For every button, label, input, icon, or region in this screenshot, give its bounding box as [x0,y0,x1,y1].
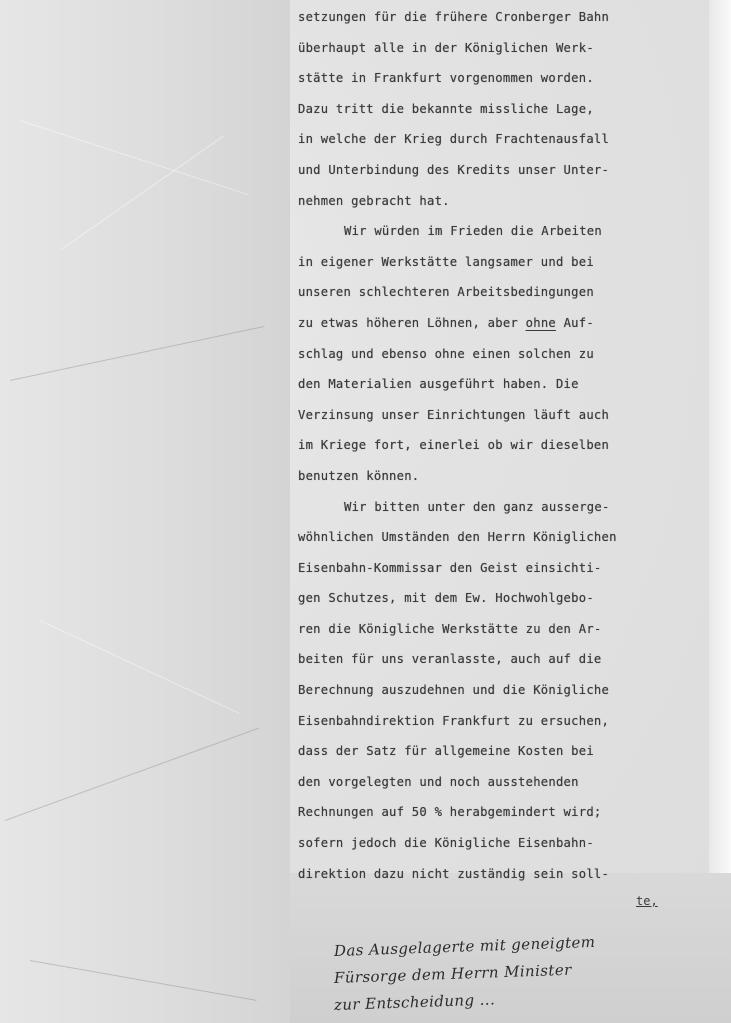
text-line: beiten für uns veranlasste, auch auf die [298,652,602,667]
text-line: setzungen für die frühere Cronberger Bahn [298,10,610,24]
right-edge [709,0,731,1023]
text-line: überhaupt alle in der Königlichen Werk- [298,40,594,55]
handwritten-line: Das Ausgelagerte mit geneigtem [333,932,596,960]
text-line-with-underline [298,308,698,339]
text-line: Dazu tritt die bekannte missliche Lage, [298,101,594,116]
text-line: Wir bitten unter den ganz ausserge- [344,499,610,514]
left-paper-fold [0,0,290,1023]
text-line: den Materialien ausgeführt haben. Die [298,377,579,392]
text-line: in eigener Werkstätte langsamer und bei [298,254,594,269]
text-line: stätte in Frankfurt vorgenommen worden. [298,71,594,86]
underlined-word: ohne [525,315,556,330]
handwritten-note [333,932,694,1019]
text-line: Wir würden im Frieden die Arbeiten [344,224,602,239]
text-line: und Unterbindung des Kredits unser Unter- [298,162,610,177]
text-line: direktion dazu nicht zuständig sein soll- [298,866,610,881]
typed-text-block [298,2,698,889]
text-line: Eisenbahn-Kommissar den Geist einsichti- [298,560,602,575]
text-segment: zu etwas höheren Löhnen, aber [298,315,519,330]
page-continuation-mark: te, [636,894,658,908]
text-line: ren die Königliche Werkstätte zu den Ar- [298,621,602,636]
text-line: nehmen gebracht hat. [298,193,450,208]
text-line: Berechnung auszudehnen und die Königliche [298,683,610,698]
text-line: unseren schlechteren Arbeitsbedingungen [298,285,594,300]
text-segment: Auf- [556,315,594,330]
text-line: Eisenbahndirektion Frankfurt zu ersuchen, [298,713,610,728]
text-line: sofern jedoch die Königliche Eisenbahn- [298,836,594,851]
text-line: Verzinsung unser Einrichtungen läuft auch [298,407,610,422]
text-line: gen Schutzes, mit dem Ew. Hochwohlgebo- [298,591,594,606]
text-line: Rechnungen auf 50 % herabgemindert wird; [298,805,602,820]
text-line: in welche der Krieg durch Frachtenausfall [298,132,610,147]
text-line: wöhnlichen Umständen den Herrn Königlichen [298,530,617,545]
handwritten-line: zur Entscheidung ... [333,990,496,1014]
text-line: dass der Satz für allgemeine Kosten bei [298,744,594,759]
text-line: im Kriege fort, einerlei ob wir dieselben [298,438,610,453]
text-line: schlag und ebenso ohne einen solchen zu [298,346,594,361]
handwritten-line: Fürsorge dem Herrn Minister [333,960,572,987]
text-line: benutzen können. [298,468,420,483]
text-line: den vorgelegten und noch ausstehenden [298,774,579,789]
